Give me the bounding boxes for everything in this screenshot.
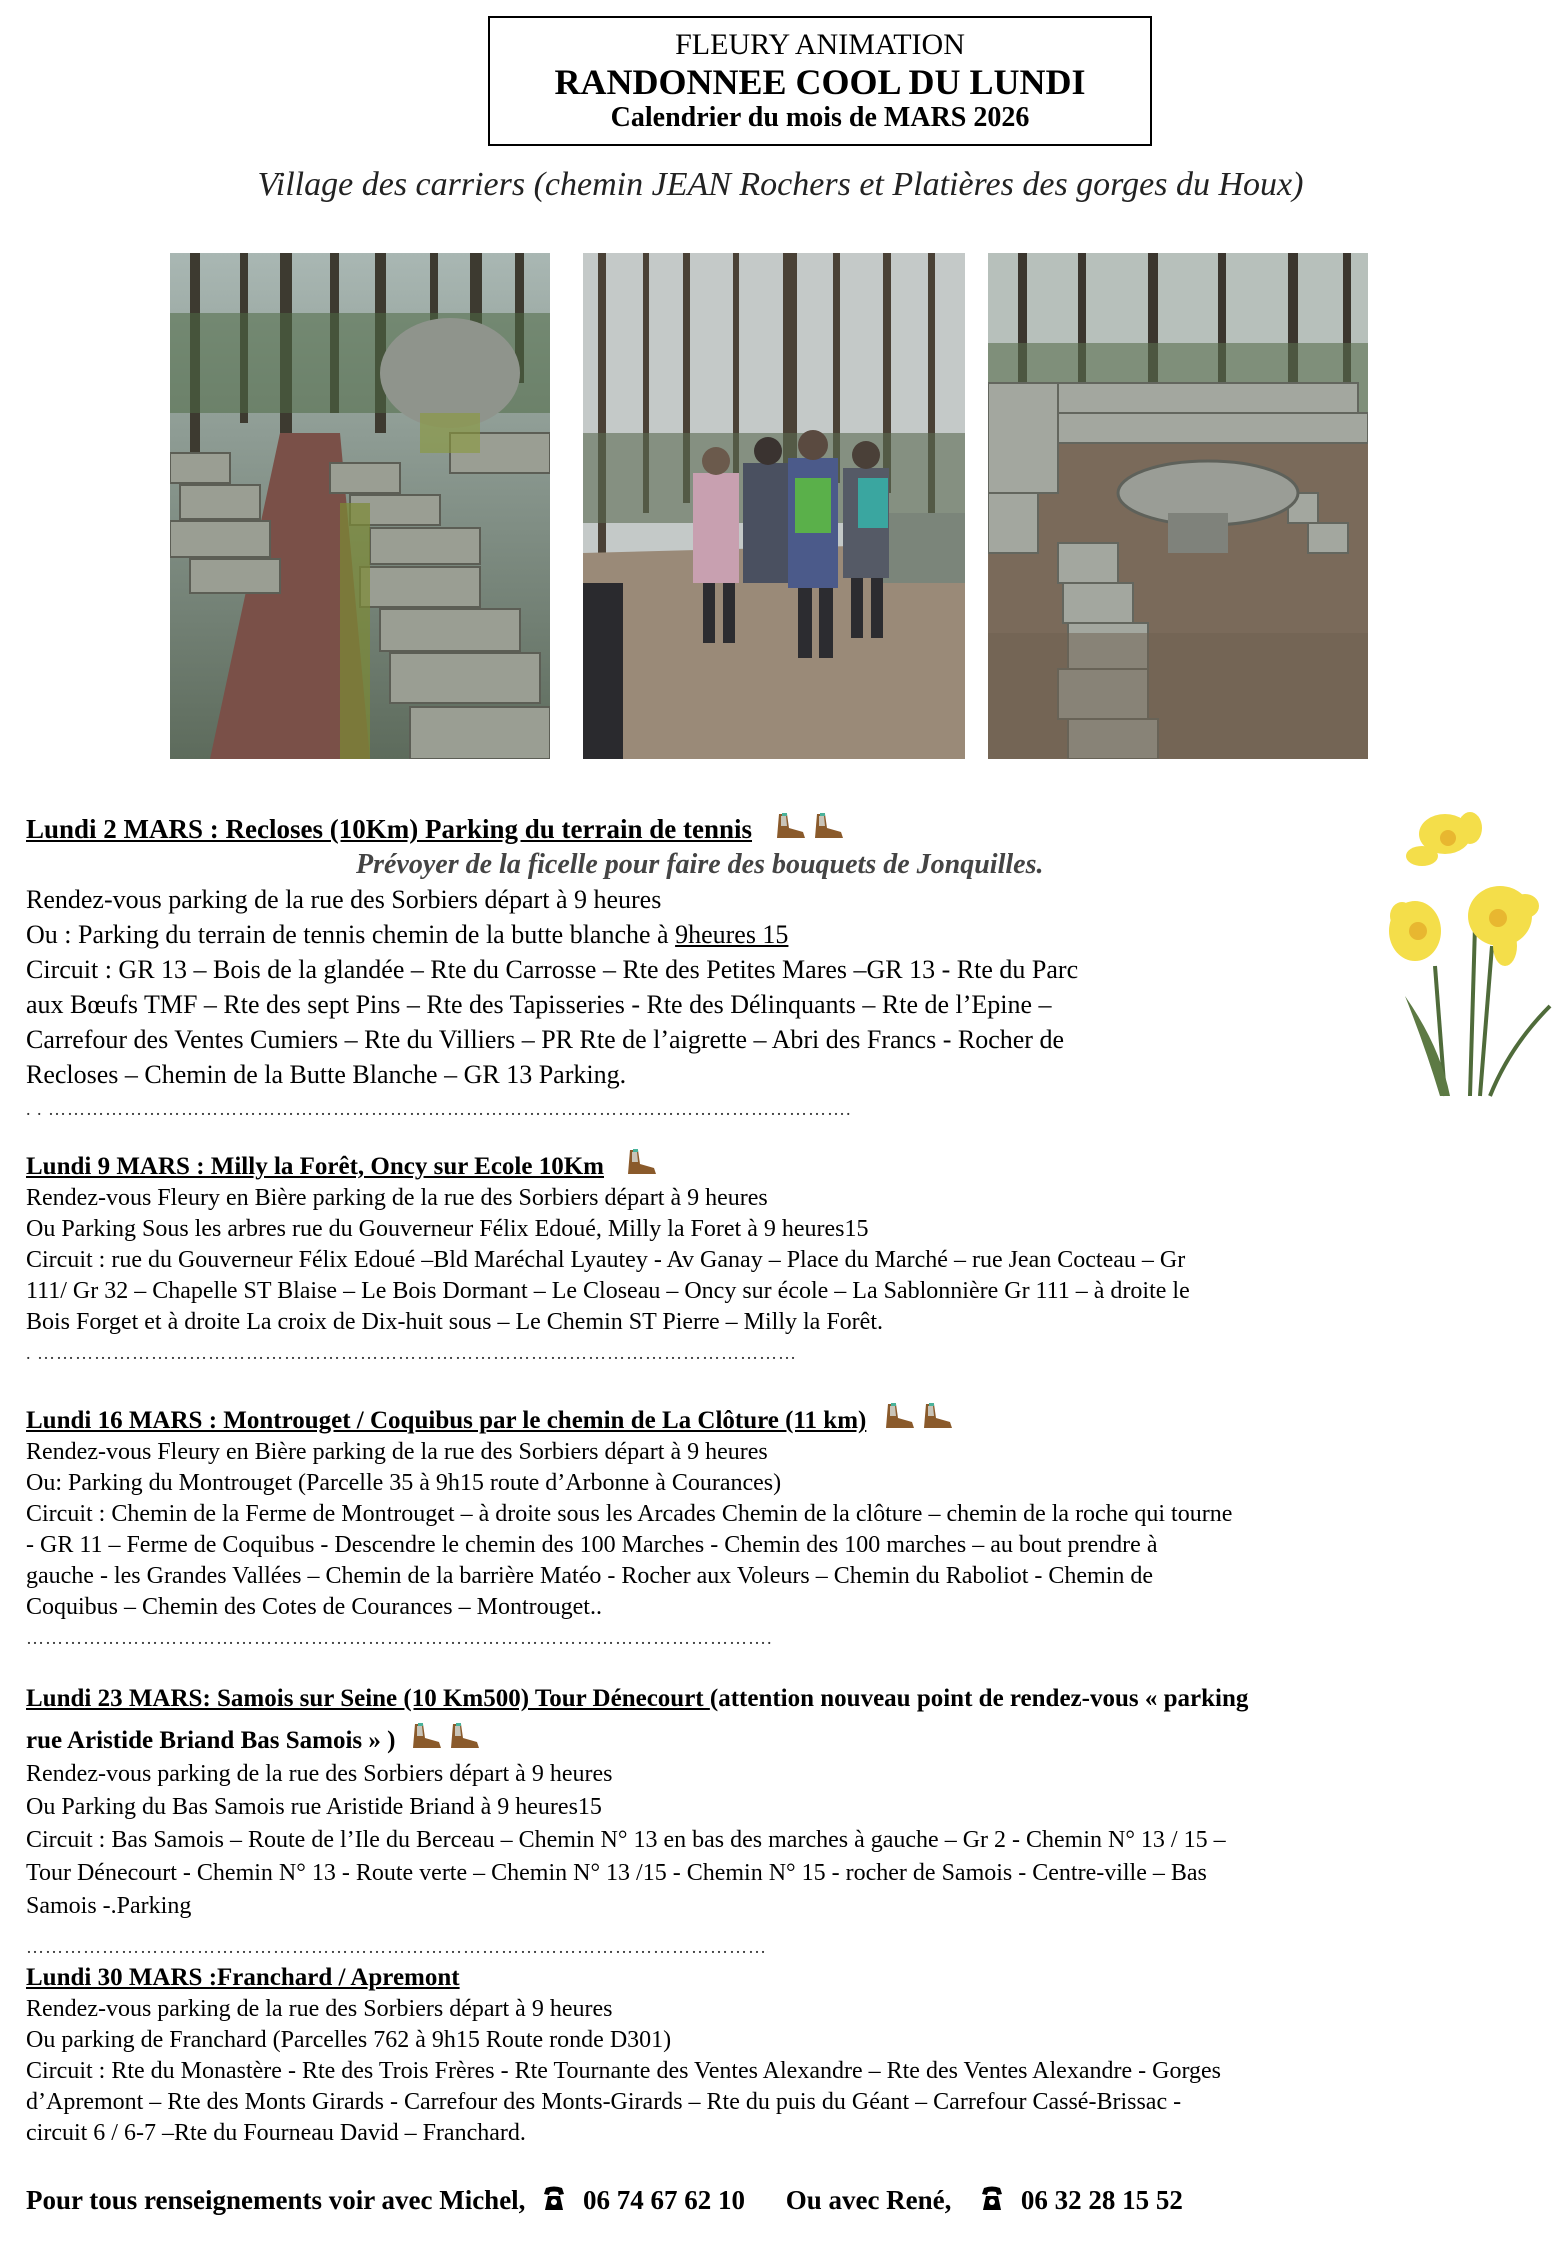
page-title: RANDONNEE COOL DU LUNDI — [554, 62, 1086, 102]
phone-rene[interactable]: 06 32 28 15 52 — [1020, 2185, 1183, 2215]
circuit-line: - GR 11 – Ferme de Coquibus - Descendre le chemin des 100 Marches - Chemin des 100 marches – au bout prendre à — [26, 1532, 1158, 1558]
dotted-separator: . ………………………………………………………………………………………………………… — [26, 1343, 797, 1363]
calendar-subtitle: Calendrier du mois de MARS 2026 — [610, 102, 1030, 133]
difficulty-boots — [878, 1408, 954, 1434]
meeting-point: Rendez-vous parking de la rue des Sorbiers départ à 9 heures — [26, 885, 662, 914]
walk-heading: Lundi 16 MARS : Montrouget / Coquibus par le chemin de La Clôture (11 km) — [26, 1407, 867, 1434]
alt-meeting-time: 9heures 15 — [675, 920, 789, 949]
meeting-point: Rendez-vous Fleury en Bière parking de la rue des Sorbiers départ à 9 heures — [26, 1185, 768, 1211]
walk-16-mars — [26, 1402, 1536, 1654]
circuit-line: Recloses – Chemin de la Butte Blanche – GR 13 Parking. — [26, 1060, 627, 1089]
walk-23-mars — [26, 1682, 1536, 1964]
alt-meeting-point: Ou Parking Sous les arbres rue du Gouverneur Félix Edoué, Milly la Foret à 9 heures15 — [26, 1216, 869, 1242]
contact-or-text: Ou avec René, — [785, 2185, 952, 2215]
alt-meeting-point — [26, 917, 1536, 952]
walk-note: Prévoyer de la ficelle pour faire des bouquets de Jonquilles. — [356, 849, 1044, 880]
theme-subtitle: Village des carriers (chemin JEAN Rochers et Platières des gorges du Houx) — [257, 166, 1304, 203]
walk-heading-warning-cont: rue Aristide Briand Bas Samois » ) — [26, 1727, 396, 1754]
phone-michel[interactable]: 06 74 67 62 10 — [582, 2185, 745, 2215]
circuit-line: Circuit : rue du Gouverneur Félix Edoué –Bld Maréchal Lyautey - Av Ganay – Place du Marché – rue Jean Cocteau – Gr — [26, 1247, 1186, 1273]
circuit-line: 111/ Gr 32 – Chapelle ST Blaise – Le Bois Dormant – Le Closeau – Oncy sur école – La Sablonnière Gr 111 – à droite le — [26, 1278, 1190, 1304]
title-box — [488, 16, 1152, 146]
circuit-line: Bois Forget et à droite La croix de Dix-huit sous – Le Chemin ST Pierre – Milly la Forêt. — [26, 1309, 883, 1335]
alt-meeting-text: Ou : Parking du terrain de tennis chemin de la butte blanche à — [26, 920, 676, 949]
difficulty-boots — [769, 815, 845, 844]
circuit-line: Tour Dénecourt - Chemin N° 13 - Route verte – Chemin N° 13 /15 - Chemin N° 15 - rocher de Samois - Centre-ville – Bas — [26, 1860, 1207, 1886]
circuit-line: gauche - les Grandes Vallées – Chemin de la barrière Matéo - Rocher aux Voleurs – Chemin du Raboliot - Chemin de — [26, 1563, 1154, 1589]
alt-meeting-point: Ou: Parking du Montrouget (Parcelle 35 à 9h15 route d’Arbonne à Courances) — [26, 1470, 782, 1496]
photo-stone-hut — [988, 253, 1368, 759]
walk-heading: Lundi 30 MARS :Franchard / Apremont — [26, 1964, 460, 1991]
circuit-line: aux Bœufs TMF – Rte des sept Pins – Rte des Tapisseries - Rte des Délinquants – Rte de l’Epine – — [26, 990, 1052, 1019]
walk-heading: Lundi 9 MARS : Milly la Forêt, Oncy sur Ecole 10Km — [26, 1153, 604, 1180]
walk-heading: Lundi 23 MARS: Samois sur Seine (10 Km500) Tour Dénecourt — [26, 1685, 710, 1712]
telephone-icon — [542, 2186, 566, 2212]
hiking-boot-icon — [811, 812, 845, 840]
dotted-separator: ………………………………………………………………………………………………………. — [26, 1628, 773, 1648]
dotted-separator: . . ………………………………………………………………………………………………………………. — [26, 1099, 852, 1119]
circuit-line: Samois -.Parking — [26, 1893, 192, 1919]
walk-30-mars — [26, 1962, 1536, 2149]
photo-stone-wall-path — [170, 253, 550, 759]
circuit-line: circuit 6 / 6-7 –Rte du Fourneau David – Franchard. — [26, 2120, 526, 2146]
hiking-boot-icon — [447, 1722, 481, 1750]
hiking-boot-icon — [920, 1402, 954, 1430]
circuit-line: d’Apremont – Rte des Monts Girards - Carrefour des Monts-Girards – Rte du puis du Géant – Carrefour Cassé-Brissac - — [26, 2089, 1182, 2115]
hiking-boot-icon — [882, 1402, 916, 1430]
difficulty-boots — [620, 1154, 658, 1180]
difficulty-boots — [405, 1728, 481, 1754]
dotted-separator: ……………………………………………………………………………………………………… — [26, 1937, 767, 1957]
meeting-point: Rendez-vous parking de la rue des Sorbiers départ à 9 heures — [26, 1996, 613, 2022]
hiking-boot-icon — [773, 812, 807, 840]
contact-text: Pour tous renseignements voir avec Michel, — [26, 2185, 526, 2215]
alt-meeting-point: Ou parking de Franchard (Parcelles 762 à 9h15 Route ronde D301) — [26, 2027, 672, 2053]
circuit-line: Coquibus – Chemin des Cotes de Courances – Montrouget.. — [26, 1594, 602, 1620]
meeting-point: Rendez-vous parking de la rue des Sorbiers départ à 9 heures — [26, 1761, 613, 1787]
circuit-line: Circuit : Chemin de la Ferme de Montrouget – à droite sous les Arcades Chemin de la clôture – chemin de la roche qui tourne — [26, 1501, 1233, 1527]
circuit-line: Circuit : GR 13 – Bois de la glandée – Rte du Carrosse – Rte des Petites Mares –GR 13 - Rte du Parc — [26, 955, 1079, 984]
circuit-line: Carrefour des Ventes Cumiers – Rte du Villiers – PR Rte de l’aigrette – Abri des Francs - Rocher de — [26, 1025, 1064, 1054]
walk-heading: Lundi 2 MARS : Recloses (10Km) Parking du terrain de tennis — [26, 814, 753, 844]
photo-hikers-group — [583, 253, 965, 759]
telephone-icon — [980, 2186, 1004, 2212]
circuit-line: Circuit : Rte du Monastère - Rte des Trois Frères - Rte Tournante des Ventes Alexandre – Rte des Ventes Alexandre - Gorges — [26, 2058, 1221, 2084]
hiking-boot-icon — [624, 1148, 658, 1176]
circuit-line: Circuit : Bas Samois – Route de l’Ile du Berceau – Chemin N° 13 en bas des marches à gauche – Gr 2 - Chemin N° 13 / 15 – — [26, 1827, 1226, 1853]
meeting-point: Rendez-vous Fleury en Bière parking de la rue des Sorbiers départ à 9 heures — [26, 1439, 768, 1465]
hiking-boot-icon — [409, 1722, 443, 1750]
contact-footer — [26, 2185, 1183, 2216]
alt-meeting-point: Ou Parking du Bas Samois rue Aristide Briand à 9 heures15 — [26, 1794, 602, 1820]
walk-2-mars — [26, 812, 1536, 1127]
walk-heading-warning: (attention nouveau point de rendez-vous « parking — [709, 1685, 1249, 1712]
walk-9-mars — [26, 1148, 1536, 1369]
organization-name: FLEURY ANIMATION — [675, 28, 965, 61]
